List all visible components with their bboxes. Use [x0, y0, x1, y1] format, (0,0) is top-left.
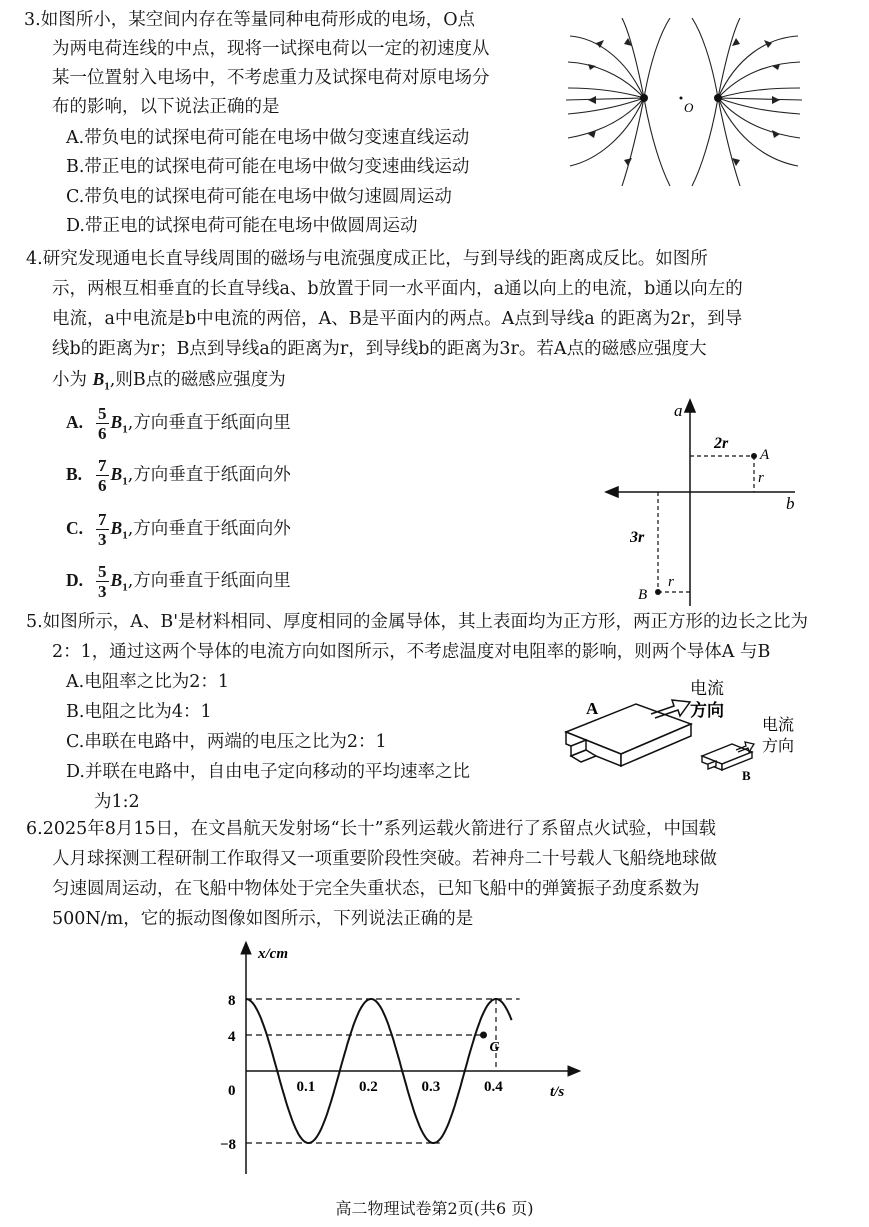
q5-option-d-cont: 为1:2 — [94, 792, 140, 812]
electric-field-figure — [566, 18, 802, 188]
q3-option-a: A.带负电的试探电荷可能在电场中做匀变速直线运动 — [66, 128, 470, 148]
q3-option-d: D.带正电的试探电荷可能在电场中做圆周运动 — [66, 216, 418, 236]
wire-a-label: a — [674, 401, 683, 420]
q3-option-b: B.带正电的试探电荷可能在电场中做匀变速曲线运动 — [66, 157, 470, 177]
point-b-label: B — [638, 587, 648, 603]
dist-2r-label: 2r — [714, 435, 729, 452]
block-b-label: B — [742, 768, 751, 780]
q6-line-3: 匀速圆周运动，在飞船中物体处于完全失重状态，已知飞船中的弹簧振子劲度系数为 — [52, 879, 700, 899]
q4-option-d: D. $\frac{5}{3}$ $B_1$,方向垂直于纸面向里 — [66, 562, 291, 601]
wire-b-arrow — [606, 487, 618, 497]
y-tick-label: 8 — [228, 993, 236, 1009]
q4-line-2: 示，两根互相垂直的长直导线a、b放置于同一水平面内，a通以向上的电流，b通以向左的 — [52, 279, 743, 299]
q4-suffix: ,则B点的磁感应强度为 — [109, 370, 286, 390]
conductors-figure — [556, 676, 856, 780]
q3-line-4: 布的影响，以下说法正确的是 — [52, 97, 280, 117]
q3-option-c: C.带负电的试探电荷可能在电场中做匀速圆周运动 — [66, 187, 452, 207]
q5-line-1: 5.如图所示，A、B'是材料相同、厚度相同的金属导体，其上表面均为正方形，两正方形的边长之比为 — [26, 612, 809, 632]
q3-line-1: 3.如图所小，某空间内存在等量同种电荷形成的电场，O点 — [24, 10, 476, 30]
q6-line-2: 人月球探测工程研制工作取得又一项重要阶段性突破。若神舟二十号载人飞船绕地球做 — [52, 849, 717, 869]
q3-line-2: 为两电荷连线的中点，现将一试探电荷以一定的初速度从 — [52, 39, 490, 59]
q3-line-3: 某一位置射入电场中，不考虑重力及试探电荷对原电场分 — [52, 68, 490, 88]
b1-symbol: $B_1$ — [92, 369, 110, 393]
dist-3r-label: 3r — [630, 529, 645, 546]
y-tick-label: 0 — [228, 1083, 236, 1099]
current-big-label-2: 方向 — [690, 701, 724, 720]
q4-line-5 — [52, 367, 286, 399]
wire-a-arrow — [685, 400, 695, 412]
point-g-marker — [480, 1032, 487, 1039]
q5-option-b: B.电阻之比为4：1 — [66, 702, 212, 722]
q4-prefix: 小为 — [52, 370, 87, 390]
q5-option-c: C.串联在电路中，两端的电压之比为2：1 — [66, 732, 387, 752]
midpoint-o-label: O — [684, 100, 694, 115]
q4-option-b: B. $\frac{7}{6}$ $B_1$,方向垂直于纸面向外 — [66, 456, 291, 495]
q4-line-1: 4.研究发现通电长直导线周围的磁场与电流强度成正比，与到导线的距离成反比。如图所 — [26, 249, 708, 269]
vibration-chart — [220, 938, 600, 1180]
current-small-label-2: 方向 — [762, 738, 795, 755]
y-tick-label: 4 — [228, 1029, 236, 1045]
dist-r-b-label: r — [668, 574, 674, 590]
x-axis-label: t/s — [550, 1084, 565, 1100]
y-tick-label: −8 — [220, 1137, 237, 1153]
dist-r-a-label: r — [758, 470, 764, 486]
q4-line-3: 电流，a中电流是b中电流的两倍，A、B是平面内的两点。A点到导线a 的距离为2r，到导 — [52, 309, 743, 329]
x-tick-label: 0.2 — [359, 1079, 378, 1095]
x-tick-label: 0.4 — [484, 1079, 503, 1095]
point-a-label: A — [760, 447, 770, 463]
q5-option-d: D.并联在电路中，自由电子定向移动的平均速率之比 — [66, 762, 470, 782]
q4-option-a: A. $\frac{5}{6}$ $B_1$,方向垂直于纸面向里 — [66, 404, 291, 443]
q5-option-a: A.电阻率之比为2：1 — [66, 672, 229, 692]
x-axis-arrow — [568, 1066, 580, 1076]
q4-option-c: C. $\frac{7}{3}$ $B_1$,方向垂直于纸面向外 — [66, 510, 291, 549]
page-footer: 高二物理试卷第2页(共6 页) — [335, 1199, 534, 1218]
block-a-label: A — [586, 699, 599, 718]
wire-b-label: b — [786, 494, 795, 513]
current-small-label-1: 电流 — [762, 717, 795, 734]
y-axis-label: x/cm — [258, 946, 288, 962]
point-g-label: G — [489, 1040, 500, 1055]
q5-line-2: 2：1，通过这两个导体的电流方向如图所示，不考虑温度对电阻率的影响，则两个导体A 与B — [52, 642, 771, 662]
wires-figure — [600, 396, 810, 610]
q6-line-1: 6.2025年8月15日，在文昌航天发射场“长十”系列运载火箭进行了系留点火试验，中国载 — [26, 819, 717, 839]
x-tick-label: 0.3 — [421, 1079, 441, 1095]
q4-line-4: 线b的距离为r；B点到导线a的距离为r，到导线b的距离为3r。若A点的磁感应强度大 — [52, 339, 707, 359]
y-axis-arrow — [241, 942, 251, 954]
q6-line-4: 500N/m，它的振动图像如图所示，下列说法正确的是 — [52, 909, 474, 929]
current-big-label-1: 电流 — [690, 679, 724, 698]
x-tick-label: 0.1 — [296, 1079, 316, 1095]
